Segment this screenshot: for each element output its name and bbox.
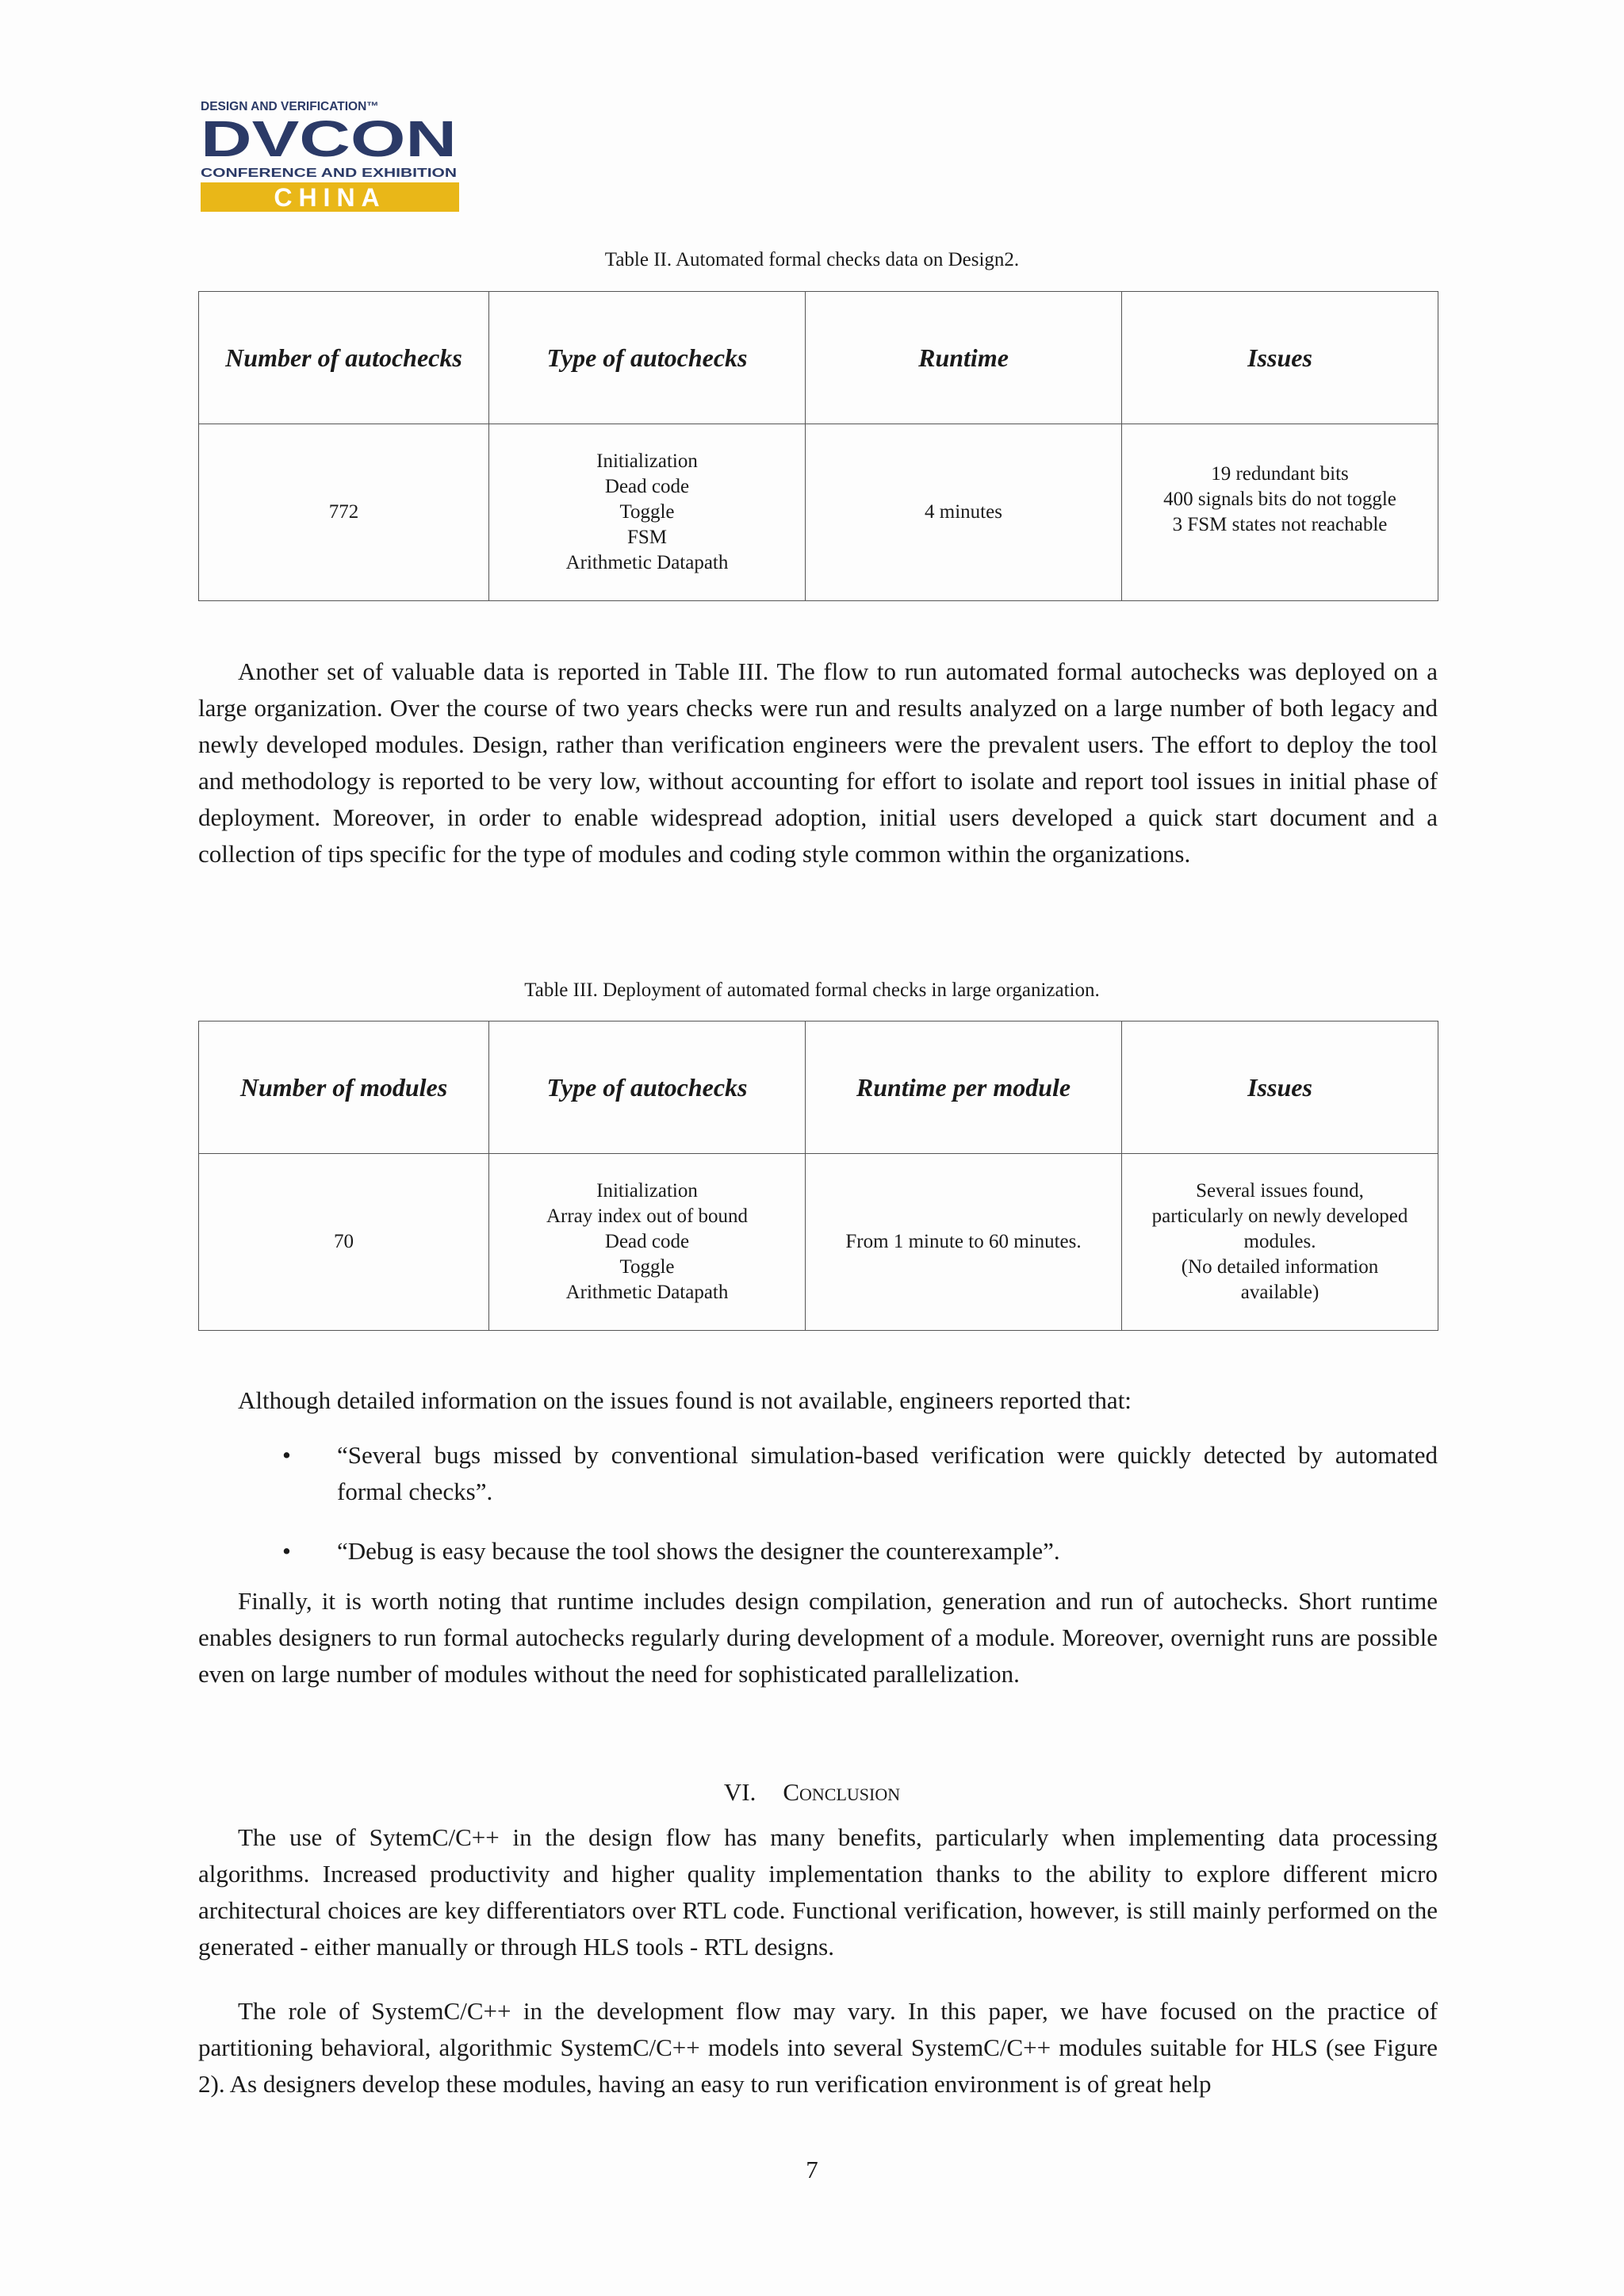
body-paragraph-1: Another set of valuable data is reported in Table III. The flow to run automated formal autochecks was deployed on a large organization. Over the course of two years checks were run and results analyzed on a large number of both legacy and newly developed modules. Design, rather than verification engineers were the prevalent users. The effort to deploy the tool and methodology is reported to be very low, without accounting for effort to isolate and report tool issues in initial phase of deployment. Moreover, in order to enable widespread adoption, initial users developed a quick start document and a collection of tips specific for the type of modules and coding style common within the organizations. bbox=[198, 657, 1438, 868]
table2-type-item: Dead code bbox=[604, 476, 690, 497]
table2-header-cell: Runtime bbox=[806, 292, 1122, 424]
bullet-text: “Debug is easy because the tool shows the designer the counterexample”. bbox=[337, 1537, 1060, 1565]
table3-issue-item: (No detailed information bbox=[1181, 1256, 1379, 1278]
section-heading bbox=[0, 1774, 1624, 1811]
body-paragraph-2: Although detailed information on the issues found is not available, engineers reported that: bbox=[238, 1386, 1132, 1414]
table3-issue-item: modules. bbox=[1243, 1231, 1316, 1252]
dvcon-china-logo bbox=[201, 98, 459, 212]
table3-issue-item: Several issues found, bbox=[1196, 1180, 1364, 1202]
table3-header-cell: Runtime per module bbox=[806, 1022, 1122, 1154]
bullet-item bbox=[282, 1437, 1438, 1510]
table2-issue-item: 3 FSM states not reachable bbox=[1172, 514, 1388, 535]
table3-issues-cell bbox=[1122, 1154, 1438, 1331]
table2-issues-cell bbox=[1122, 424, 1438, 601]
table3-caption: Table III. Deployment of automated formal checks in large organization. bbox=[524, 979, 1100, 1001]
body-paragraph-4: The use of SytemC/C++ in the design flow has many benefits, particularly when implementing data processing algorithms. Increased productivity and higher quality implementation thanks to the ability to explore different micro architectural choices are key differentiators over RTL code. Functional verification, however, is still mainly performed on the generated - either manually or through HLS tools - RTL designs. bbox=[198, 1823, 1438, 1961]
table3-type-item: Initialization bbox=[596, 1180, 698, 1202]
logo-line-4: CHINA bbox=[274, 183, 386, 212]
table3-type-item: Dead code bbox=[604, 1231, 690, 1252]
table3-type-item: Array index out of bound bbox=[546, 1205, 749, 1227]
body-paragraph-5: The role of SystemC/C++ in the development flow may vary. In this paper, we have focused on the practice of partitioning behavioral, algorithmic SystemC/C++ models into several SystemC/C++ modules suitable for HLS (see Figure 2). As designers develop these modules, having an easy to run verification environment is of great help bbox=[198, 1997, 1438, 2098]
table3-header-row bbox=[199, 1022, 1438, 1154]
table3-issue-item: available) bbox=[1240, 1282, 1320, 1303]
table2-types-cell bbox=[489, 424, 806, 601]
table2-type-item: Toggle bbox=[619, 501, 675, 523]
body-paragraph-3: Finally, it is worth noting that runtime includes design compilation, generation and run of autochecks. Short runtime enables designers to run formal autochecks regularly during development of a module. Moreover, overnight runs are possible even on large number of modules without the need for sophisticated parallelization. bbox=[198, 1587, 1438, 1688]
section-title: Conclusion bbox=[783, 1778, 901, 1806]
table3-header-cell: Number of modules bbox=[199, 1022, 489, 1154]
table2 bbox=[198, 291, 1438, 601]
table2-issue-item: 400 signals bits do not toggle bbox=[1163, 489, 1396, 510]
bullet-item bbox=[282, 1533, 1438, 1570]
table2-header-row bbox=[199, 292, 1438, 424]
table2-header-cell: Issues bbox=[1122, 292, 1438, 424]
table3-header-cell: Issues bbox=[1122, 1022, 1438, 1154]
table3-data-row bbox=[199, 1154, 1438, 1331]
table3-type-item: Toggle bbox=[619, 1256, 675, 1278]
bullet-text: “Several bugs missed by conventional simulation-based verification were quickly detected by automated formal checks”. bbox=[337, 1441, 1438, 1505]
table3-header-cell: Type of autochecks bbox=[489, 1022, 806, 1154]
table2-runtime-cell: 4 minutes bbox=[806, 424, 1122, 601]
table2-count-cell: 772 bbox=[199, 424, 489, 601]
table3-type-item: Arithmetic Datapath bbox=[565, 1282, 729, 1303]
bullet-dot-icon: • bbox=[282, 1441, 291, 1469]
table2-type-item: Arithmetic Datapath bbox=[565, 552, 729, 573]
section-number: VI. bbox=[723, 1778, 756, 1806]
table3-runtime-cell: From 1 minute to 60 minutes. bbox=[806, 1154, 1122, 1331]
table3-types-cell bbox=[489, 1154, 806, 1331]
table2-issue-item: 19 redundant bits bbox=[1211, 463, 1349, 485]
logo-line-2: DVCON bbox=[201, 110, 457, 167]
table3-issue-item: particularly on newly developed bbox=[1151, 1205, 1408, 1227]
table2-caption: Table II. Automated formal checks data on Design2. bbox=[604, 249, 1020, 270]
table2-data-row bbox=[199, 424, 1438, 601]
table3-count-cell: 70 bbox=[199, 1154, 489, 1331]
table2-type-item: Initialization bbox=[596, 450, 698, 472]
table2-type-item: FSM bbox=[626, 527, 668, 548]
page-number: 7 bbox=[806, 2156, 818, 2183]
logo-line-3: CONFERENCE AND EXHIBITION bbox=[201, 167, 457, 180]
table3 bbox=[198, 1021, 1438, 1331]
table2-header-cell: Number of autochecks bbox=[199, 292, 489, 424]
logo-line-1: DESIGN AND VERIFICATION™ bbox=[201, 100, 379, 113]
table2-header-cell: Type of autochecks bbox=[489, 292, 806, 424]
bullet-dot-icon: • bbox=[282, 1537, 291, 1565]
